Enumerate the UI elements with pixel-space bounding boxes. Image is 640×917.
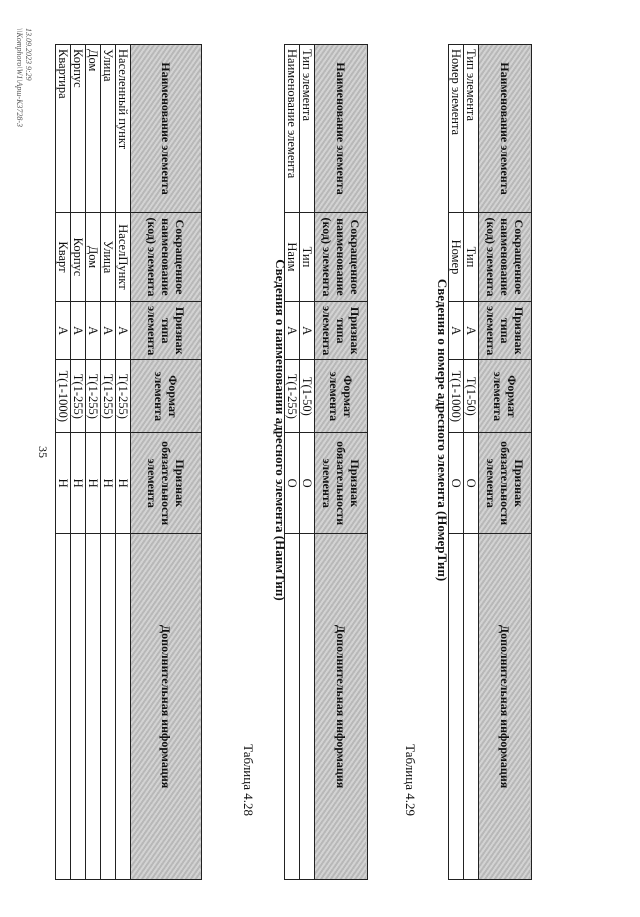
header-extra: Дополнительная информация (315, 534, 368, 880)
header-short: Сокращенное наименование (код) элемента (131, 212, 202, 301)
cell-required: О (285, 433, 300, 534)
cell-type: А (86, 301, 101, 359)
cell-short: НаселПункт (116, 212, 131, 301)
header-required: Признак обязательности элемента (315, 433, 368, 534)
cell-name: Квартира (56, 45, 71, 213)
table-row (101, 45, 116, 880)
footer-path: \\Komphoro\W1\Арш-КЗ728-3 (15, 28, 24, 128)
cell-required: О (464, 433, 479, 534)
header-extra: Дополнительная информация (131, 534, 202, 880)
table-header-row (479, 45, 532, 880)
cell-short: Тип (464, 212, 479, 301)
table-naimtip (284, 44, 368, 880)
print-footer (15, 28, 33, 127)
footer-timestamp: 13.09.2023 9:29 (24, 28, 33, 81)
cell-name: Тип элемента (464, 45, 479, 213)
cell-required: О (300, 433, 315, 534)
cell-required: Н (116, 433, 131, 534)
cell-type: А (285, 301, 300, 359)
table-row (71, 45, 86, 880)
header-format: Формат элемента (131, 360, 202, 433)
cell-type: А (116, 301, 131, 359)
header-name: Наименование элемента (315, 45, 368, 213)
cell-type: А (56, 301, 71, 359)
cell-name: Населенный пункт (116, 45, 131, 213)
cell-format: Т(1-255) (86, 360, 101, 433)
cell-short: Улица (101, 212, 116, 301)
header-name: Наименование элемента (479, 45, 532, 213)
cell-required: О (449, 433, 464, 534)
cell-short: Корпус (71, 212, 86, 301)
cell-short: Тип (300, 212, 315, 301)
cell-short: Наим (285, 212, 300, 301)
cell-required: Н (86, 433, 101, 534)
table-row (300, 45, 315, 880)
cell-type: А (464, 301, 479, 359)
cell-type: А (71, 301, 86, 359)
cell-format: Т(1-50) (300, 360, 315, 433)
header-type: Признак типа элемента (479, 301, 532, 359)
header-name: Наименование элемента (131, 45, 202, 213)
caption-naimtip: Сведения о наименовании адресного элемента (НаимТип) (273, 259, 288, 601)
cell-name: Корпус (71, 45, 86, 213)
cell-type: А (101, 301, 116, 359)
cell-name: Тип элемента (300, 45, 315, 213)
header-type: Признак типа элемента (315, 301, 368, 359)
cell-name: Наименование элемента (285, 45, 300, 213)
table-row (86, 45, 101, 880)
cell-name: Номер элемента (449, 45, 464, 213)
table-row (449, 45, 464, 880)
cell-short: Кварт (56, 212, 71, 301)
table-number-4-29: Таблица 4.29 (403, 744, 418, 816)
cell-short: Номер (449, 212, 464, 301)
table-address-elements (55, 44, 202, 880)
header-format: Формат элемента (315, 360, 368, 433)
cell-extra (71, 534, 86, 880)
table-nomertip (448, 44, 532, 880)
cell-format: Т(1-255) (71, 360, 86, 433)
cell-extra (86, 534, 101, 880)
header-extra: Дополнительная информация (479, 534, 532, 880)
cell-required: Н (101, 433, 116, 534)
cell-name: Дом (86, 45, 101, 213)
header-type: Признак типа элемента (131, 301, 202, 359)
caption-nomertip: Сведения о номере адресного элемента (НомерТип) (435, 278, 450, 582)
table-naimtip-wrap (284, 44, 368, 880)
cell-extra (285, 534, 300, 880)
cell-extra (449, 534, 464, 880)
cell-short: Дом (86, 212, 101, 301)
table-main (55, 44, 202, 880)
table-header-row (315, 45, 368, 880)
table-nomertip-wrap (448, 44, 532, 880)
table-row (56, 45, 71, 880)
cell-extra (464, 534, 479, 880)
table-row (116, 45, 131, 880)
table-number-4-28: Таблица 4.28 (241, 744, 256, 816)
cell-name: Улица (101, 45, 116, 213)
header-format: Формат элемента (479, 360, 532, 433)
header-short: Сокращенное наименование (код) элемента (315, 212, 368, 301)
cell-format: Т(1-255) (101, 360, 116, 433)
cell-format: Т(1-255) (116, 360, 131, 433)
cell-format: Т(1-1000) (56, 360, 71, 433)
table-header-row (131, 45, 202, 880)
cell-extra (116, 534, 131, 880)
cell-required: Н (71, 433, 86, 534)
table-row (285, 45, 300, 880)
cell-extra (300, 534, 315, 880)
cell-required: Н (56, 433, 71, 534)
header-short: Сокращенное наименование (код) элемента (479, 212, 532, 301)
cell-format: Т(1-255) (285, 360, 300, 433)
cell-extra (56, 534, 71, 880)
cell-extra (101, 534, 116, 880)
cell-format: Т(1-50) (464, 360, 479, 433)
cell-type: А (300, 301, 315, 359)
page-number: 35 (36, 446, 50, 458)
header-required: Признак обязательности элемента (479, 433, 532, 534)
header-required: Признак обязательности элемента (131, 433, 202, 534)
cell-format: Т(1-1000) (449, 360, 464, 433)
cell-type: А (449, 301, 464, 359)
table-row (464, 45, 479, 880)
